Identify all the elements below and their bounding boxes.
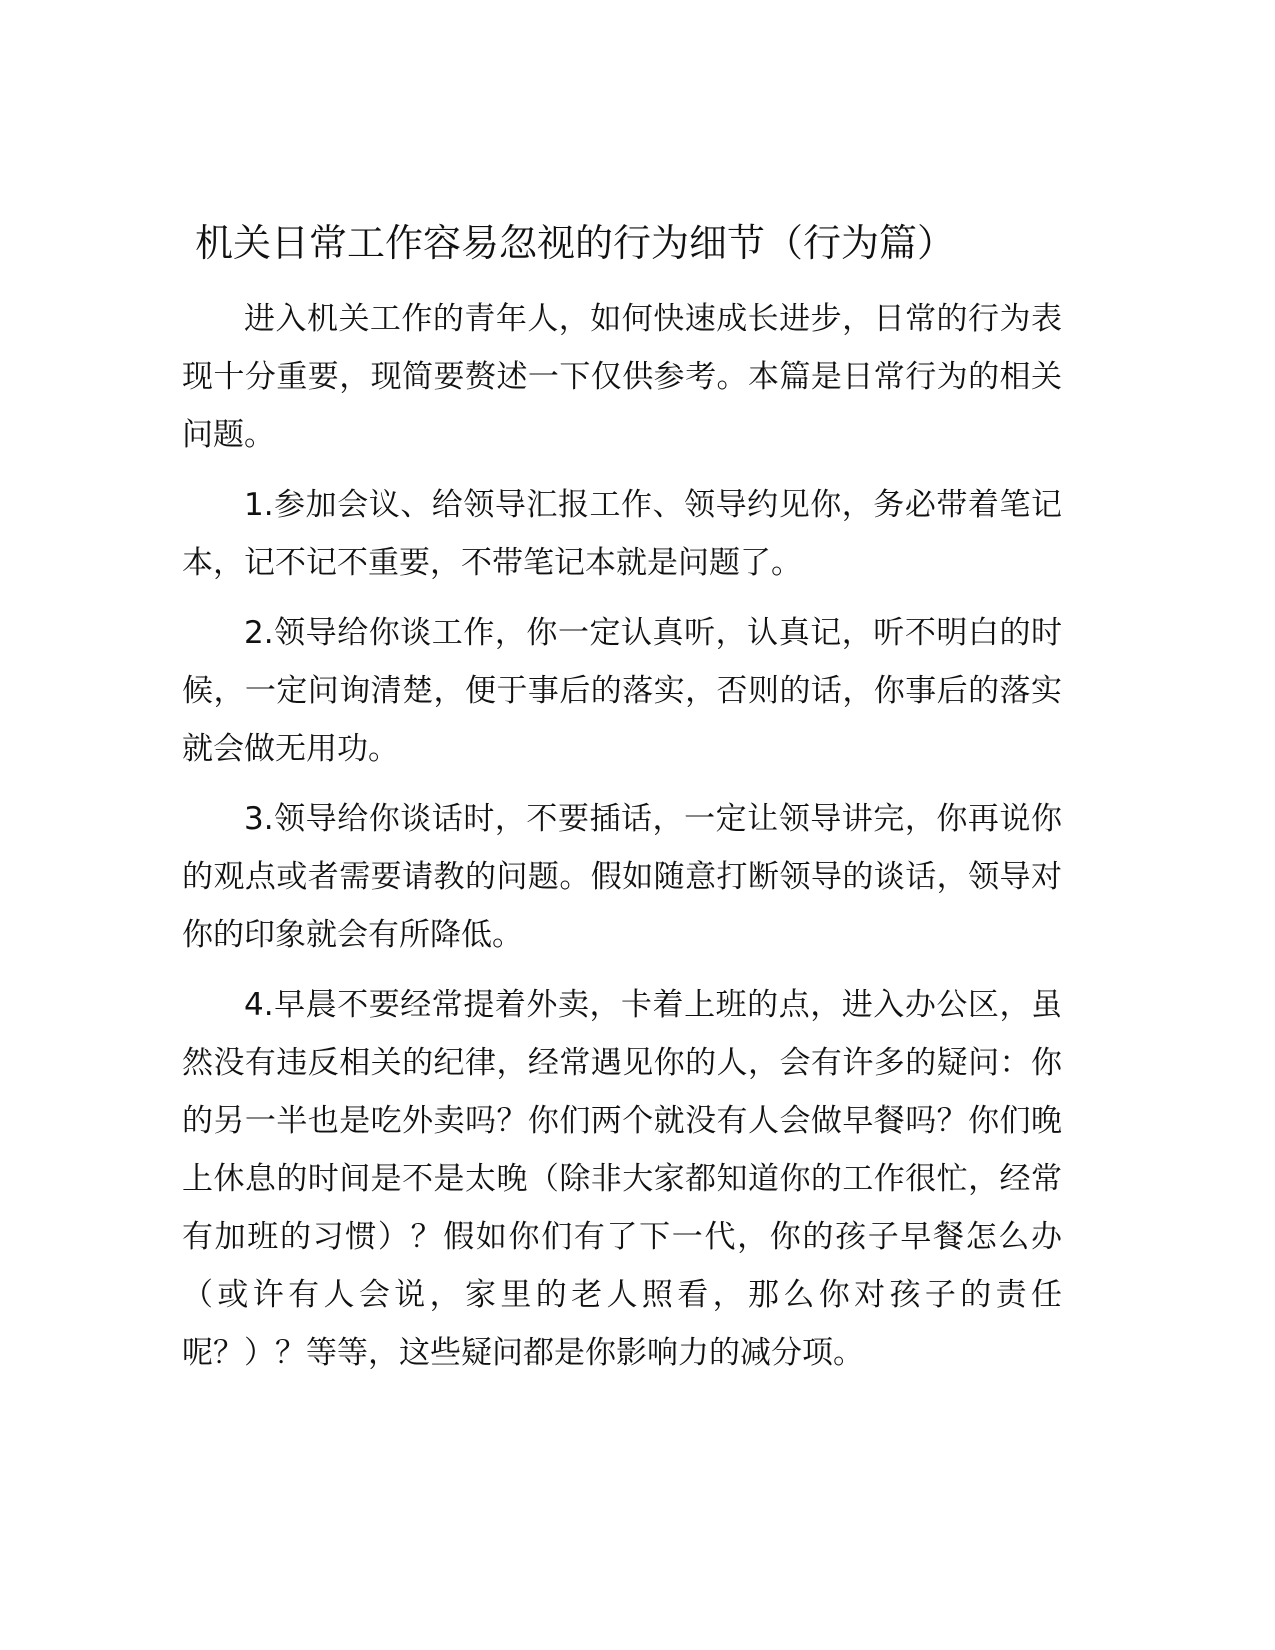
paragraph-item-1: 1.参加会议、给领导汇报工作、领导约见你，务必带着笔记本，记不记不重要，不带笔记本就是问题了。 [182, 487, 1062, 581]
paragraph-item-2: 2.领导给你谈工作，你一定认真听，认真记，听不明白的时候，一定问询清楚，便于事后的落实，否则的话，你事后的落实就会做无用功。 [182, 615, 1062, 767]
paragraph-intro: 进入机关工作的青年人，如何快速成长进步，日常的行为表现十分重要，现简要赘述一下仅供参考。本篇是日常行为的相关问题。 [182, 301, 1062, 453]
document-body [182, 290, 1062, 1394]
paragraph-item-3: 3.领导给你谈话时，不要插话，一定让领导讲完，你再说你的观点或者需要请教的问题。假如随意打断领导的谈话，领导对你的印象就会有所降低。 [182, 801, 1062, 953]
document-title: 机关日常工作容易忽视的行为细节（行为篇） [195, 221, 956, 265]
paragraph-item-4: 4.早晨不要经常提着外卖，卡着上班的点，进入办公区，虽然没有违反相关的纪律，经常遇见你的人，会有许多的疑问：你的另一半也是吃外卖吗？你们两个就没有人会做早餐吗？你们晚上休息的时间是不是太晚（除非大家都知道你的工作很忙，经常有加班的习惯）？假如你们有了下一代，你的孩子早餐怎么办（或许有人会说，家里的老人照看，那么你对孩子的责任呢？）？等等，这些疑问都是你影响力的减分项。 [182, 987, 1062, 1371]
